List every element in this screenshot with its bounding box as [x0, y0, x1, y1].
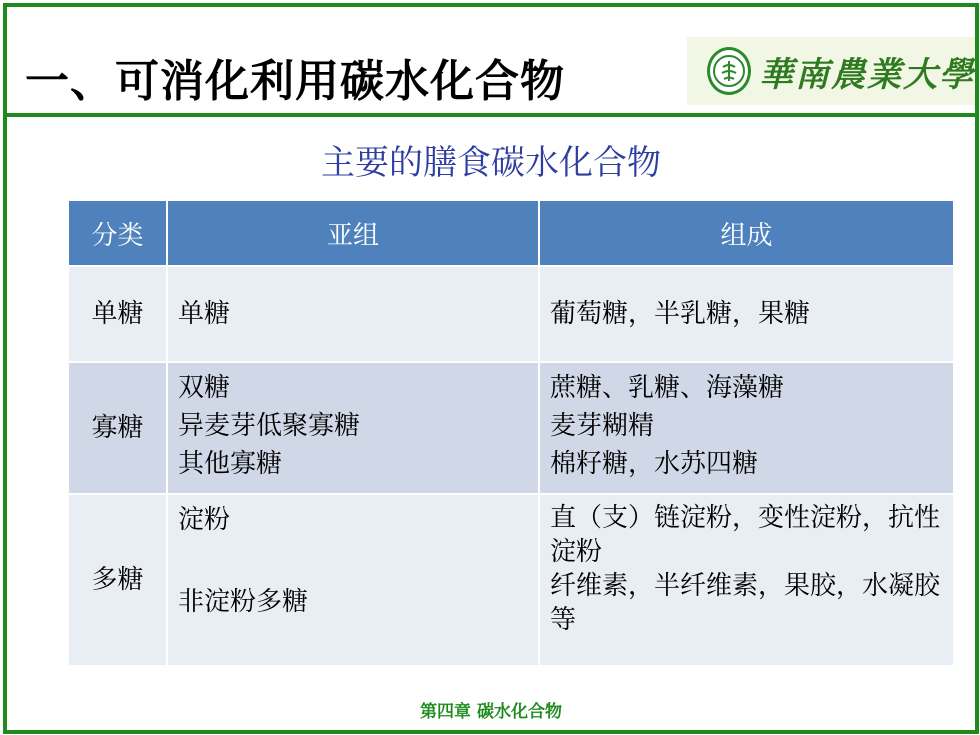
header-bar: [7, 7, 975, 117]
category-cell: 寡糖: [69, 362, 167, 494]
carbohydrate-table: [69, 201, 953, 665]
spacer: [178, 539, 528, 583]
subgroup-cell: [167, 494, 539, 665]
table-header-row: [69, 201, 953, 266]
composition-cell: [539, 494, 953, 665]
subgroup-item: 双糖: [178, 373, 231, 403]
subgroup-cell: [167, 266, 539, 362]
subgroup-item: 非淀粉多糖: [178, 587, 309, 617]
subgroup-item: 异麦芽低聚寡糖: [178, 411, 361, 441]
university-logo: [687, 37, 975, 105]
composition-item: 蔗糖、乳糖、海藻糖: [550, 373, 785, 403]
university-seal-icon: [707, 47, 751, 95]
subgroup-item: 单糖: [178, 299, 231, 329]
table-row: [69, 362, 953, 494]
slide-title: 一、可消化利用碳水化合物: [25, 56, 565, 107]
header-subgroup: 亚组: [167, 201, 539, 266]
header-category: 分类: [69, 201, 167, 266]
chapter-footer: 第四章 碳水化合物: [420, 702, 562, 722]
composition-cell: [539, 362, 953, 494]
composition-item: 直（支）链淀粉，变性淀粉，抗性淀粉: [550, 503, 941, 567]
category-cell: 单糖: [69, 266, 167, 362]
composition-item: 麦芽糊精: [550, 411, 655, 441]
header-composition: 组成: [539, 201, 953, 266]
composition-item: 纤维素，半纤维素，果胶，水凝胶等: [550, 571, 941, 635]
composition-item: 葡萄糖，半乳糖，果糖: [550, 299, 811, 329]
table-row: [69, 266, 953, 362]
composition-item: 棉籽糖，水苏四糖: [550, 449, 759, 479]
logo-text: 華南農業大學: [759, 54, 975, 95]
subgroup-item: 其他寡糖: [178, 449, 283, 479]
composition-cell: [539, 266, 953, 362]
subgroup-cell: [167, 362, 539, 494]
category-cell: 多糖: [69, 494, 167, 665]
slide-frame: [3, 3, 979, 734]
table-row: [69, 494, 953, 665]
table-caption: 主要的膳食碳水化合物: [321, 143, 661, 183]
subgroup-item: 淀粉: [178, 505, 231, 535]
